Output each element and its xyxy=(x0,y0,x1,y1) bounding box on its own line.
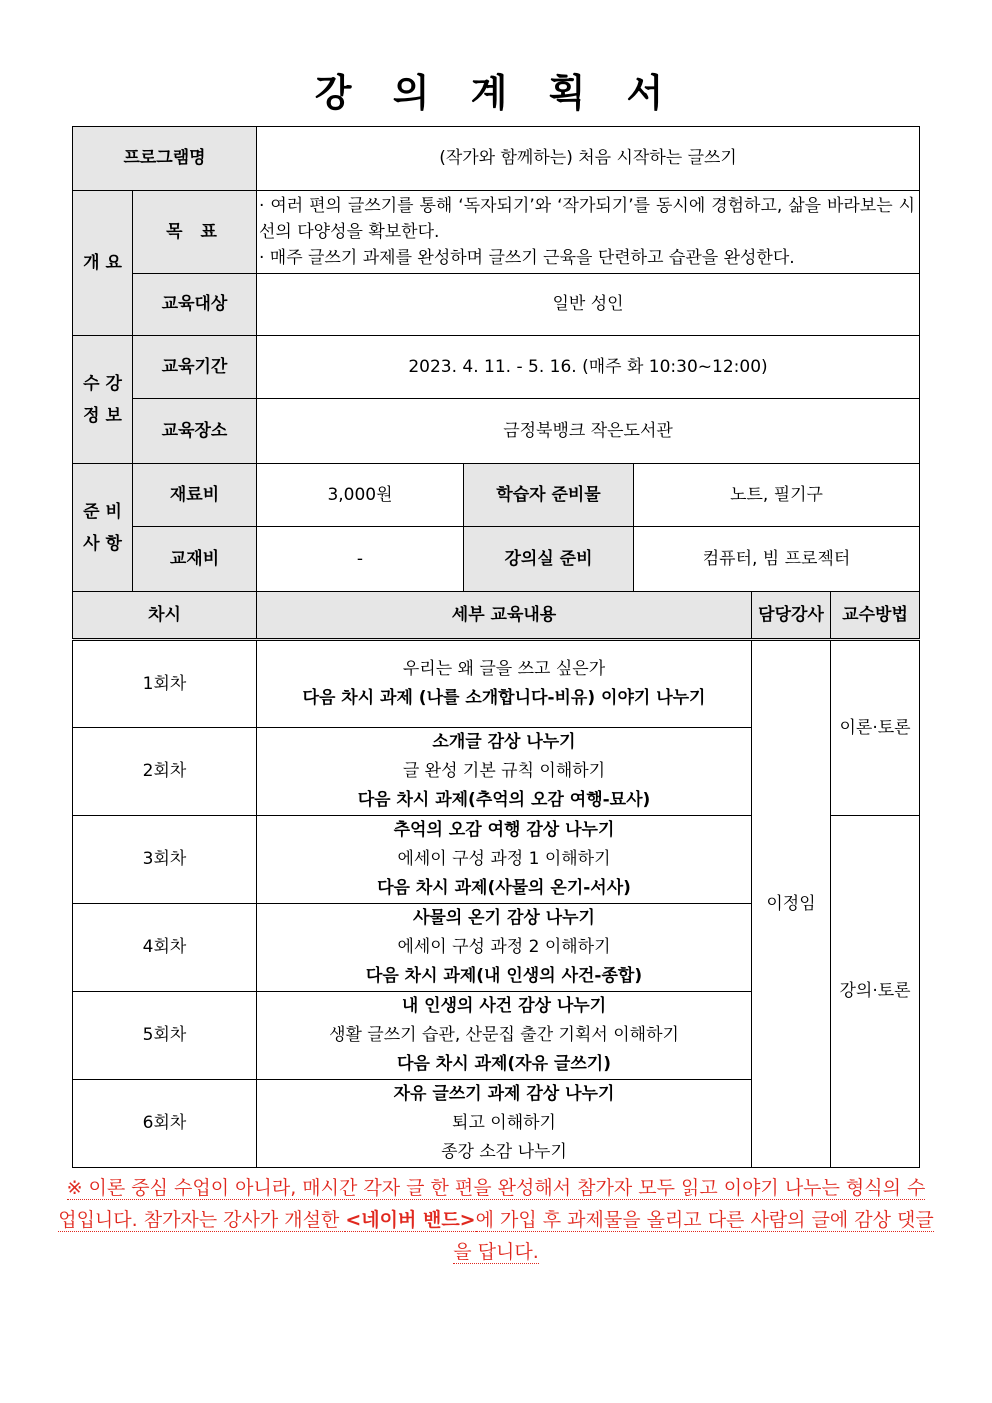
material-fee-label: 재료비 xyxy=(133,464,257,527)
period-value: 2023. 4. 11. - 5. 16. (매주 화 10:30~12:00) xyxy=(257,336,920,399)
content-line: 다음 차시 과제(내 인생의 사건-종합) xyxy=(365,966,643,986)
note-text: 에 가입 후 과제물을 올리고 다른 사람의 글에 감상 댓글을 답니다. xyxy=(453,1209,934,1263)
instructor-header: 담당강사 xyxy=(752,592,831,640)
content-line: 소개글 감상 나누기 xyxy=(432,732,576,752)
session-content xyxy=(257,904,752,992)
content-line: 우리는 왜 글을 쓰고 싶은가 xyxy=(402,659,606,679)
goal-line: · 여러 편의 글쓰기를 통해 ‘독자되기’와 ‘작가되기’를 동시에 경험하고, 삶을 바라보는 시선의 다양성을 확보한다. xyxy=(259,196,916,242)
session-name: 3회차 xyxy=(73,816,257,904)
learner-items-value: 노트, 필기구 xyxy=(634,464,920,527)
course-note xyxy=(58,1172,934,1268)
session-name: 2회차 xyxy=(73,728,257,816)
content-line: 다음 차시 과제 (나를 소개합니다-비유) 이야기 나누기 xyxy=(302,688,706,708)
page-title: 강 의 계 획 서 xyxy=(314,71,678,115)
room-prep-value: 컴퓨터, 빔 프로젝터 xyxy=(634,527,920,592)
textbook-fee-label: 교재비 xyxy=(133,527,257,592)
learner-items-label: 학습자 준비물 xyxy=(464,464,634,527)
content-line: 퇴고 이해하기 xyxy=(452,1113,556,1133)
lecture-plan-table xyxy=(72,126,920,1168)
session-content xyxy=(257,728,752,816)
prep-info-label xyxy=(73,464,133,592)
session-name: 5회차 xyxy=(73,992,257,1080)
period-label: 교육기간 xyxy=(133,336,257,399)
content-line: 다음 차시 과제(자유 글쓰기) xyxy=(397,1054,611,1074)
note-text: ※ 이론 중심 수업이 아니라, 매시간 각자 글 한 편을 완성해서 참가자 모두 읽고 이야기 나누는 형식의 수업입니다. 참가자는 강사가 개설한 xyxy=(58,1177,926,1231)
instructor-name: 이정임 xyxy=(752,640,831,1168)
content-line: 추억의 오감 여행 감상 나누기 xyxy=(393,820,615,840)
content-line: 다음 차시 과제(추억의 오감 여행-묘사) xyxy=(357,790,651,810)
session-name: 1회차 xyxy=(73,640,257,728)
content-line: 다음 차시 과제(사물의 온기-서사) xyxy=(377,878,631,898)
session-content xyxy=(257,816,752,904)
room-prep-label: 강의실 준비 xyxy=(464,527,634,592)
prep-label-line: 준 비 xyxy=(83,501,122,522)
session-content xyxy=(257,992,752,1080)
target-value: 일반 성인 xyxy=(257,274,920,336)
enroll-label-line: 정 보 xyxy=(83,405,122,426)
session-name: 6회차 xyxy=(73,1080,257,1168)
textbook-fee-value: - xyxy=(257,527,464,592)
enroll-label-line: 수 강 xyxy=(83,373,122,394)
session-header: 차시 xyxy=(73,592,257,640)
prep-label-line: 사 항 xyxy=(83,533,122,554)
content-line: 에세이 구성 과정 1 이해하기 xyxy=(397,849,611,869)
content-line: 에세이 구성 과정 2 이해하기 xyxy=(397,937,611,957)
session-content xyxy=(257,1080,752,1168)
content-line: 생활 글쓰기 습관, 산문집 출간 기획서 이해하기 xyxy=(329,1025,679,1045)
place-value: 금정북뱅크 작은도서관 xyxy=(257,399,920,464)
program-name-label: 프로그램명 xyxy=(73,127,257,191)
naver-band-link[interactable]: <네이버 밴드> xyxy=(345,1209,476,1231)
content-line: 글 완성 기본 규칙 이해하기 xyxy=(402,761,606,781)
program-name-value: (작가와 함께하는) 처음 시작하는 글쓰기 xyxy=(257,127,920,191)
goal-line: · 매주 글쓰기 과제를 완성하며 글쓰기 근육을 단련하고 습관을 완성한다. xyxy=(259,248,795,268)
content-header: 세부 교육내용 xyxy=(257,592,752,640)
method-header: 교수방법 xyxy=(831,592,920,640)
content-line: 내 인생의 사건 감상 나누기 xyxy=(401,996,607,1016)
place-label: 교육장소 xyxy=(133,399,257,464)
content-line: 사물의 온기 감상 나누기 xyxy=(413,908,595,928)
content-line: 종강 소감 나누기 xyxy=(441,1142,567,1162)
teaching-method: 이론·토론 xyxy=(831,640,920,816)
enroll-info-label xyxy=(73,336,133,464)
session-name: 4회차 xyxy=(73,904,257,992)
target-label: 교육대상 xyxy=(133,274,257,336)
overview-label: 개 요 xyxy=(73,191,133,336)
material-fee-value: 3,000원 xyxy=(257,464,464,527)
goal-label: 목 표 xyxy=(133,191,257,274)
goal-value xyxy=(257,191,920,274)
teaching-method: 강의·토론 xyxy=(831,816,920,1168)
session-content xyxy=(257,640,752,728)
content-line: 자유 글쓰기 과제 감상 나누기 xyxy=(393,1084,615,1104)
